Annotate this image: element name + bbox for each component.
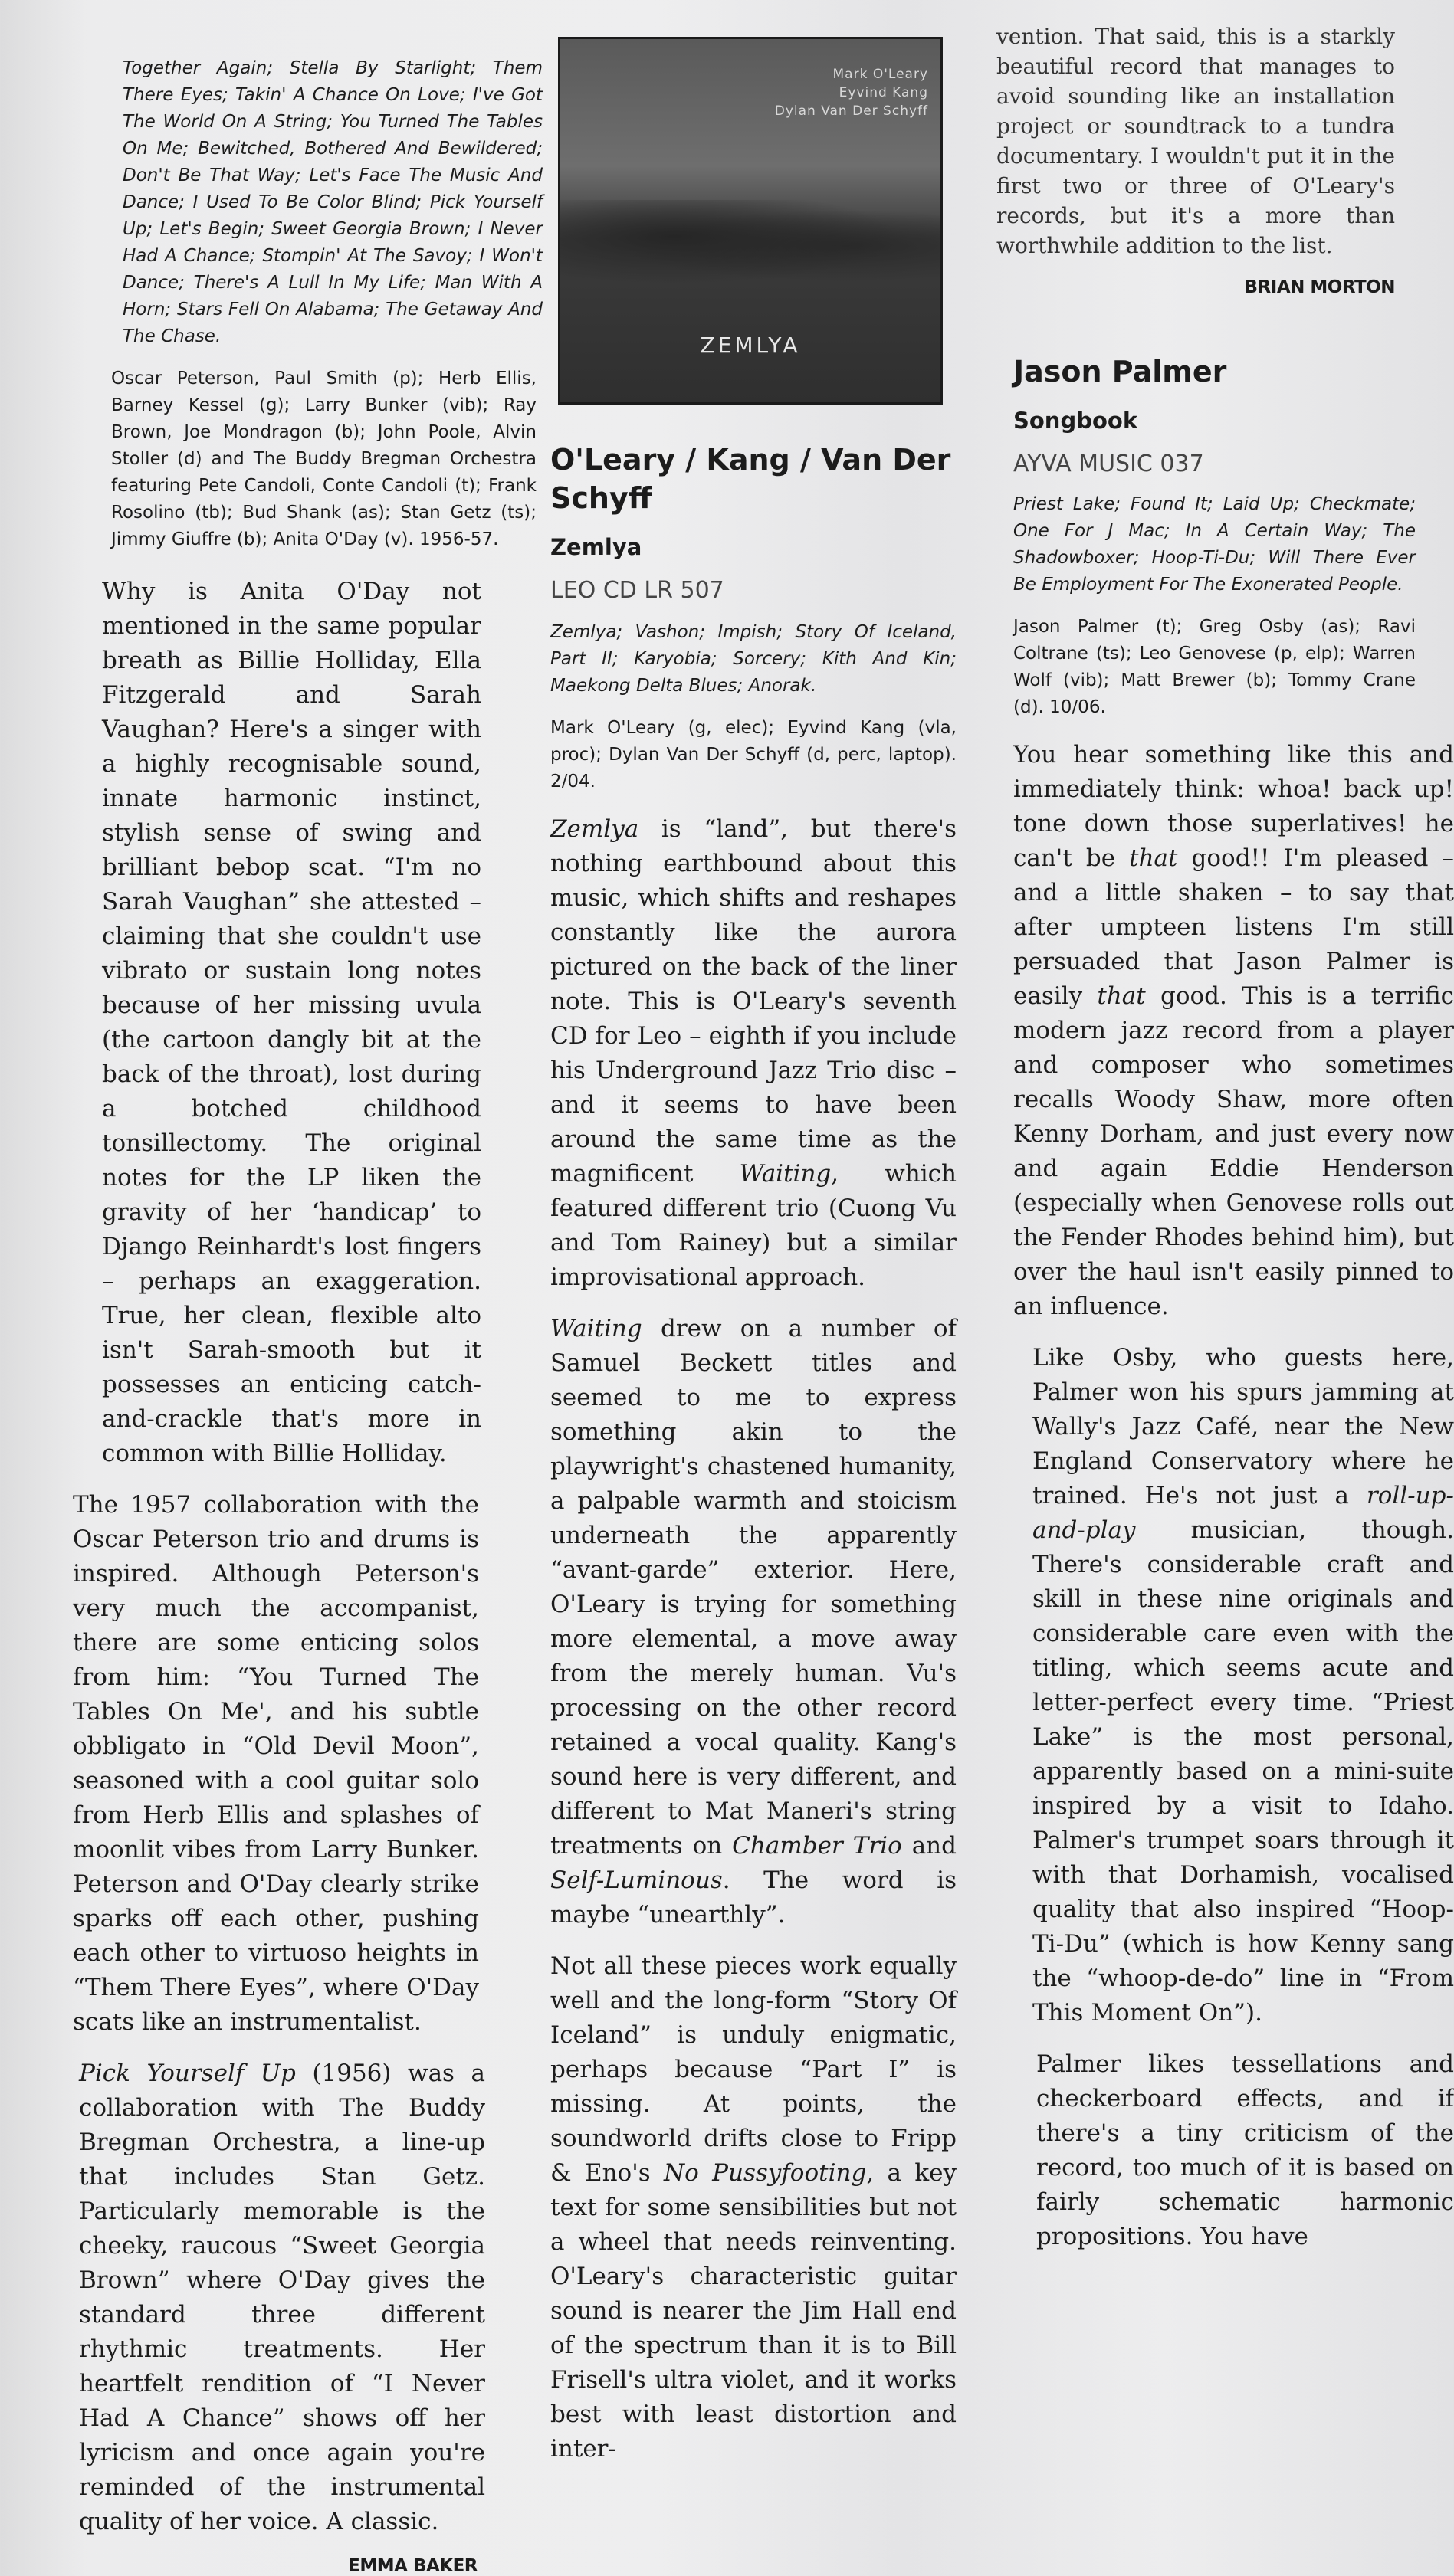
body-text: drew on a number of Samuel Beckett titles and seemed to me to express something akin to the playwright's chastened humanity, a palpable warmth and stoicism underneath the apparently “avant-garde” exterior. Here, O'Leary is trying for something more elemental, a move away from the merely human. Vu's processing on the other record retained a vocal quality. Kang's sound here is very different, and different to Mat Maneri's string treatments on [550,1315,957,1860]
track-list: Priest Lake; Found It; Laid Up; Checkmate; One For J Mac; In A Certain Way; The Shadowboxer; Hoop-Ti-Du; Will There Ever Be Employment For The Exonerated People. [1013,494,1416,595]
review-column-1 [73,0,543,2576]
body-text: , a key text for some sensibilities but not a wheel that needs reinventing. O'Leary's characteristic guitar sound is nearer the Jim Hall end of the spectrum than it is to Bill Frisell's ultra violet, and it works best with least distortion and inter- [550,2159,957,2463]
artist-name: Jason Palmer [1013,355,1227,388]
body-text: You hear something like this and immediately think: whoa! back up! tone down those superlatives! he can't be [1013,741,1454,872]
album-title: Zemlya [550,815,639,843]
cover-credit: Dylan Van Der Schyff [774,103,928,119]
body-text: , which featured different trio (Cuong Vu and Tom Rainey) but a similar improvisational approach. [550,1160,957,1291]
body-paragraph [1032,1341,1454,2030]
body-text: (1956) was a collaboration with The Buddy Bregman Orchestra, a line-up that includes Stan Getz. Particularly memorable is the cheeky, raucous “Sweet Georgia Brown” where O'Day gives the standard three different rhythmic treatments. Her heartfelt rendition of “I Never Had A Chance” shows off her lyricism and once again you're reminded of the instrumental quality of her voice. A classic. [79,2060,485,2535]
body-paragraph: The 1957 collaboration with the Oscar Peterson trio and drums is inspired. Although Peterson's very much the accompanist, there are some enticing solos from him: “You Turned The Tables On Me', and his subtle obbligato in “Old Devil Moon”, seasoned with a cool guitar solo from Herb Ellis and splashes of moonlit vibes from Larry Bunker. Peterson and O'Day clearly strike sparks off each other, pushing each other to virtuoso heights in “Them There Eyes”, where O'Day scats like an instrumentalist. [73,1491,479,2036]
body-paragraph [1013,738,1454,1324]
body-paragraph [550,812,957,1295]
body-text: Not all these pieces work equally well and the long-form “Story Of Iceland” is unduly enigmatic, perhaps because “Part I” is missing. At points, the soundworld drifts close to Fripp & Eno's [550,1952,957,2187]
body-paragraph [550,1949,957,2466]
track-list: Zemlya; Vashon; Impish; Story Of Iceland, Part II; Karyobia; Sorcery; Kith And Kin; Maekong Delta Blues; Anorak. [550,622,957,696]
reviewer-name: BRIAN MORTON [1244,277,1395,297]
review-column-3 [996,21,1454,2522]
album-title: Chamber Trio [732,1832,902,1860]
album-name: Zemlya [550,534,642,560]
emphasis: that [1097,982,1146,1010]
body-paragraph: Why is Anita O'Day not mentioned in the same popular breath as Billie Holliday, Ella Fitzgerald and Sarah Vaughan? Here's a singer with a highly recognisable sound, innate harmonic instinct, stylish sense of swing and brilliant bebop scat. “I'm no Sarah Vaughan” she attested – claiming that she couldn't use vibrato or sustain long notes because of her missing uvula (the cartoon dangly bit at the back of the throat), lost during a botched childhood tonsillectomy. The original notes for the LP liken the gravity of her ‘handicap’ to Django Reinhardt's lost fingers – perhaps an exaggeration. True, her clean, flexible alto isn't Sarah-smooth but it possesses an enticing catch-and-crackle that's more in common with Billie Holliday. [102,578,481,1467]
track-list: Together Again; Stella By Starlight; Them There Eyes; Takin' A Chance On Love; I've Got The World On A String; You Turned The Tables On Me; Bewitched, Bothered And Bewildered; Don't Be That Way; Let's Face The Music And Dance; I Used To Be Color Blind; Pick Yourself Up; Let's Begin; Sweet Georgia Brown; I Never Had A Chance; Stompin' At The Savoy; I Won't Dance; There's A Lull In My Life; Man With A Horn; Stars Fell On Alabama; The Getaway And The Chase. [123,58,543,346]
body-paragraph [79,2057,485,2539]
cover-credits [775,65,928,120]
personnel-list: Jason Palmer (t); Greg Osby (as); Ravi Coltrane (ts); Leo Genovese (p, elp); Warren Wolf (vib); Matt Brewer (b); Tommy Crane (d). 10/06. [1013,617,1416,717]
artist-name: O'Leary / Kang / Van Der Schyff [550,443,951,515]
review-column-2 [550,441,957,2483]
body-paragraph [550,1312,957,1932]
body-text: Like Osby, who guests here, Palmer won his spurs jamming at Wally's Jazz Café, near the New England Conservatory where he trained. He's not just a [1032,1344,1454,1509]
personnel-list: Mark O'Leary (g, elec); Eyvind Kang (vla, proc); Dylan Van Der Schyff (d, perc, laptop). 2/04. [550,718,957,791]
album-title: No Pussyfooting [664,2159,867,2187]
personnel-list: Oscar Peterson, Paul Smith (p); Herb Ellis, Barney Kessel (g); Larry Bunker (vib); Ray Brown, Joe Mondragon (b); John Poole, Alvin Stoller (d) and The Buddy Bregman Orchestra featuring Pete Candoli, Conte Candoli (t); Frank Rosolino (tb); Bud Shank (as); Stan Getz (ts); Jimmy Giuffre (b); Anita O'Day (v). 1956-57. [111,369,537,549]
reviewer-name: EMMA BAKER [348,2556,478,2576]
body-text: is “land”, but there's nothing earthbound about this music, which shifts and reshapes constantly like the aurora pictured on the back of the liner note. This is O'Leary's seventh CD for Leo – eighth if you include his Underground Jazz Trio disc – and it seems to have been around the same time as the magnificent [550,815,957,1188]
album-title: Self-Luminous [550,1866,723,1894]
body-text: good!! I'm pleased – and a little shaken – to say that after umpteen listens I'm still persuaded that Jason Palmer is easily [1013,844,1454,1010]
album-cover [558,37,943,405]
cover-credit: Eyvind Kang [839,85,928,100]
catalog-number: LEO CD LR 507 [550,577,724,604]
body-text: and [901,1832,957,1860]
emphasis: that [1129,844,1178,872]
body-paragraph: Palmer likes tessellations and checkerboard effects, and if there's a tiny criticism of the record, too much of it is based on fairly schematic harmonic propositions. You have [1036,2050,1454,2250]
album-name: Songbook [1013,408,1138,434]
body-text: . The word is maybe “unearthly”. [550,1866,957,1929]
body-text: good. This is a terrific modern jazz record from a player and composer who sometimes recalls Woody Shaw, more often Kenny Dorham, and just every now and again Eddie Henderson (especially when Genovese rolls out the Fender Rhodes behind him), but over the haul isn't easily pinned to an influence. [1013,982,1454,1320]
album-title: Waiting [739,1160,832,1188]
cover-title: ZEMLYA [700,333,801,358]
album-title: Pick Yourself Up [79,2060,296,2087]
catalog-number: AYVA MUSIC 037 [1013,451,1204,477]
body-paragraph: vention. That said, this is a starkly beautiful record that manages to avoid sounding like an installation project or soundtrack to a tundra documentary. I wouldn't put it in the first two or three of O'Leary's records, but it's a more than worthwhile addition to the list. [996,24,1395,258]
body-text: musician, though. There's considerable craft and skill in these nine originals and considerable care even with the titling, which seems acute and letter-perfect every time. “Priest Lake” is the most personal, apparently based on a mini-suite inspired by a visit to Idaho. Palmer's trumpet soars through it with that Dorhamish, vocalised quality that also inspired “Hoop-Ti-Du” (which is how Kenny sang the “whoop-de-do” line in “From This Moment On”). [1032,1516,1454,2027]
cover-landscape [560,200,940,292]
emphasis: roll-up-and-play [1032,1482,1454,1544]
cover-credit: Mark O'Leary [832,67,928,82]
album-title: Waiting [550,1315,642,1342]
